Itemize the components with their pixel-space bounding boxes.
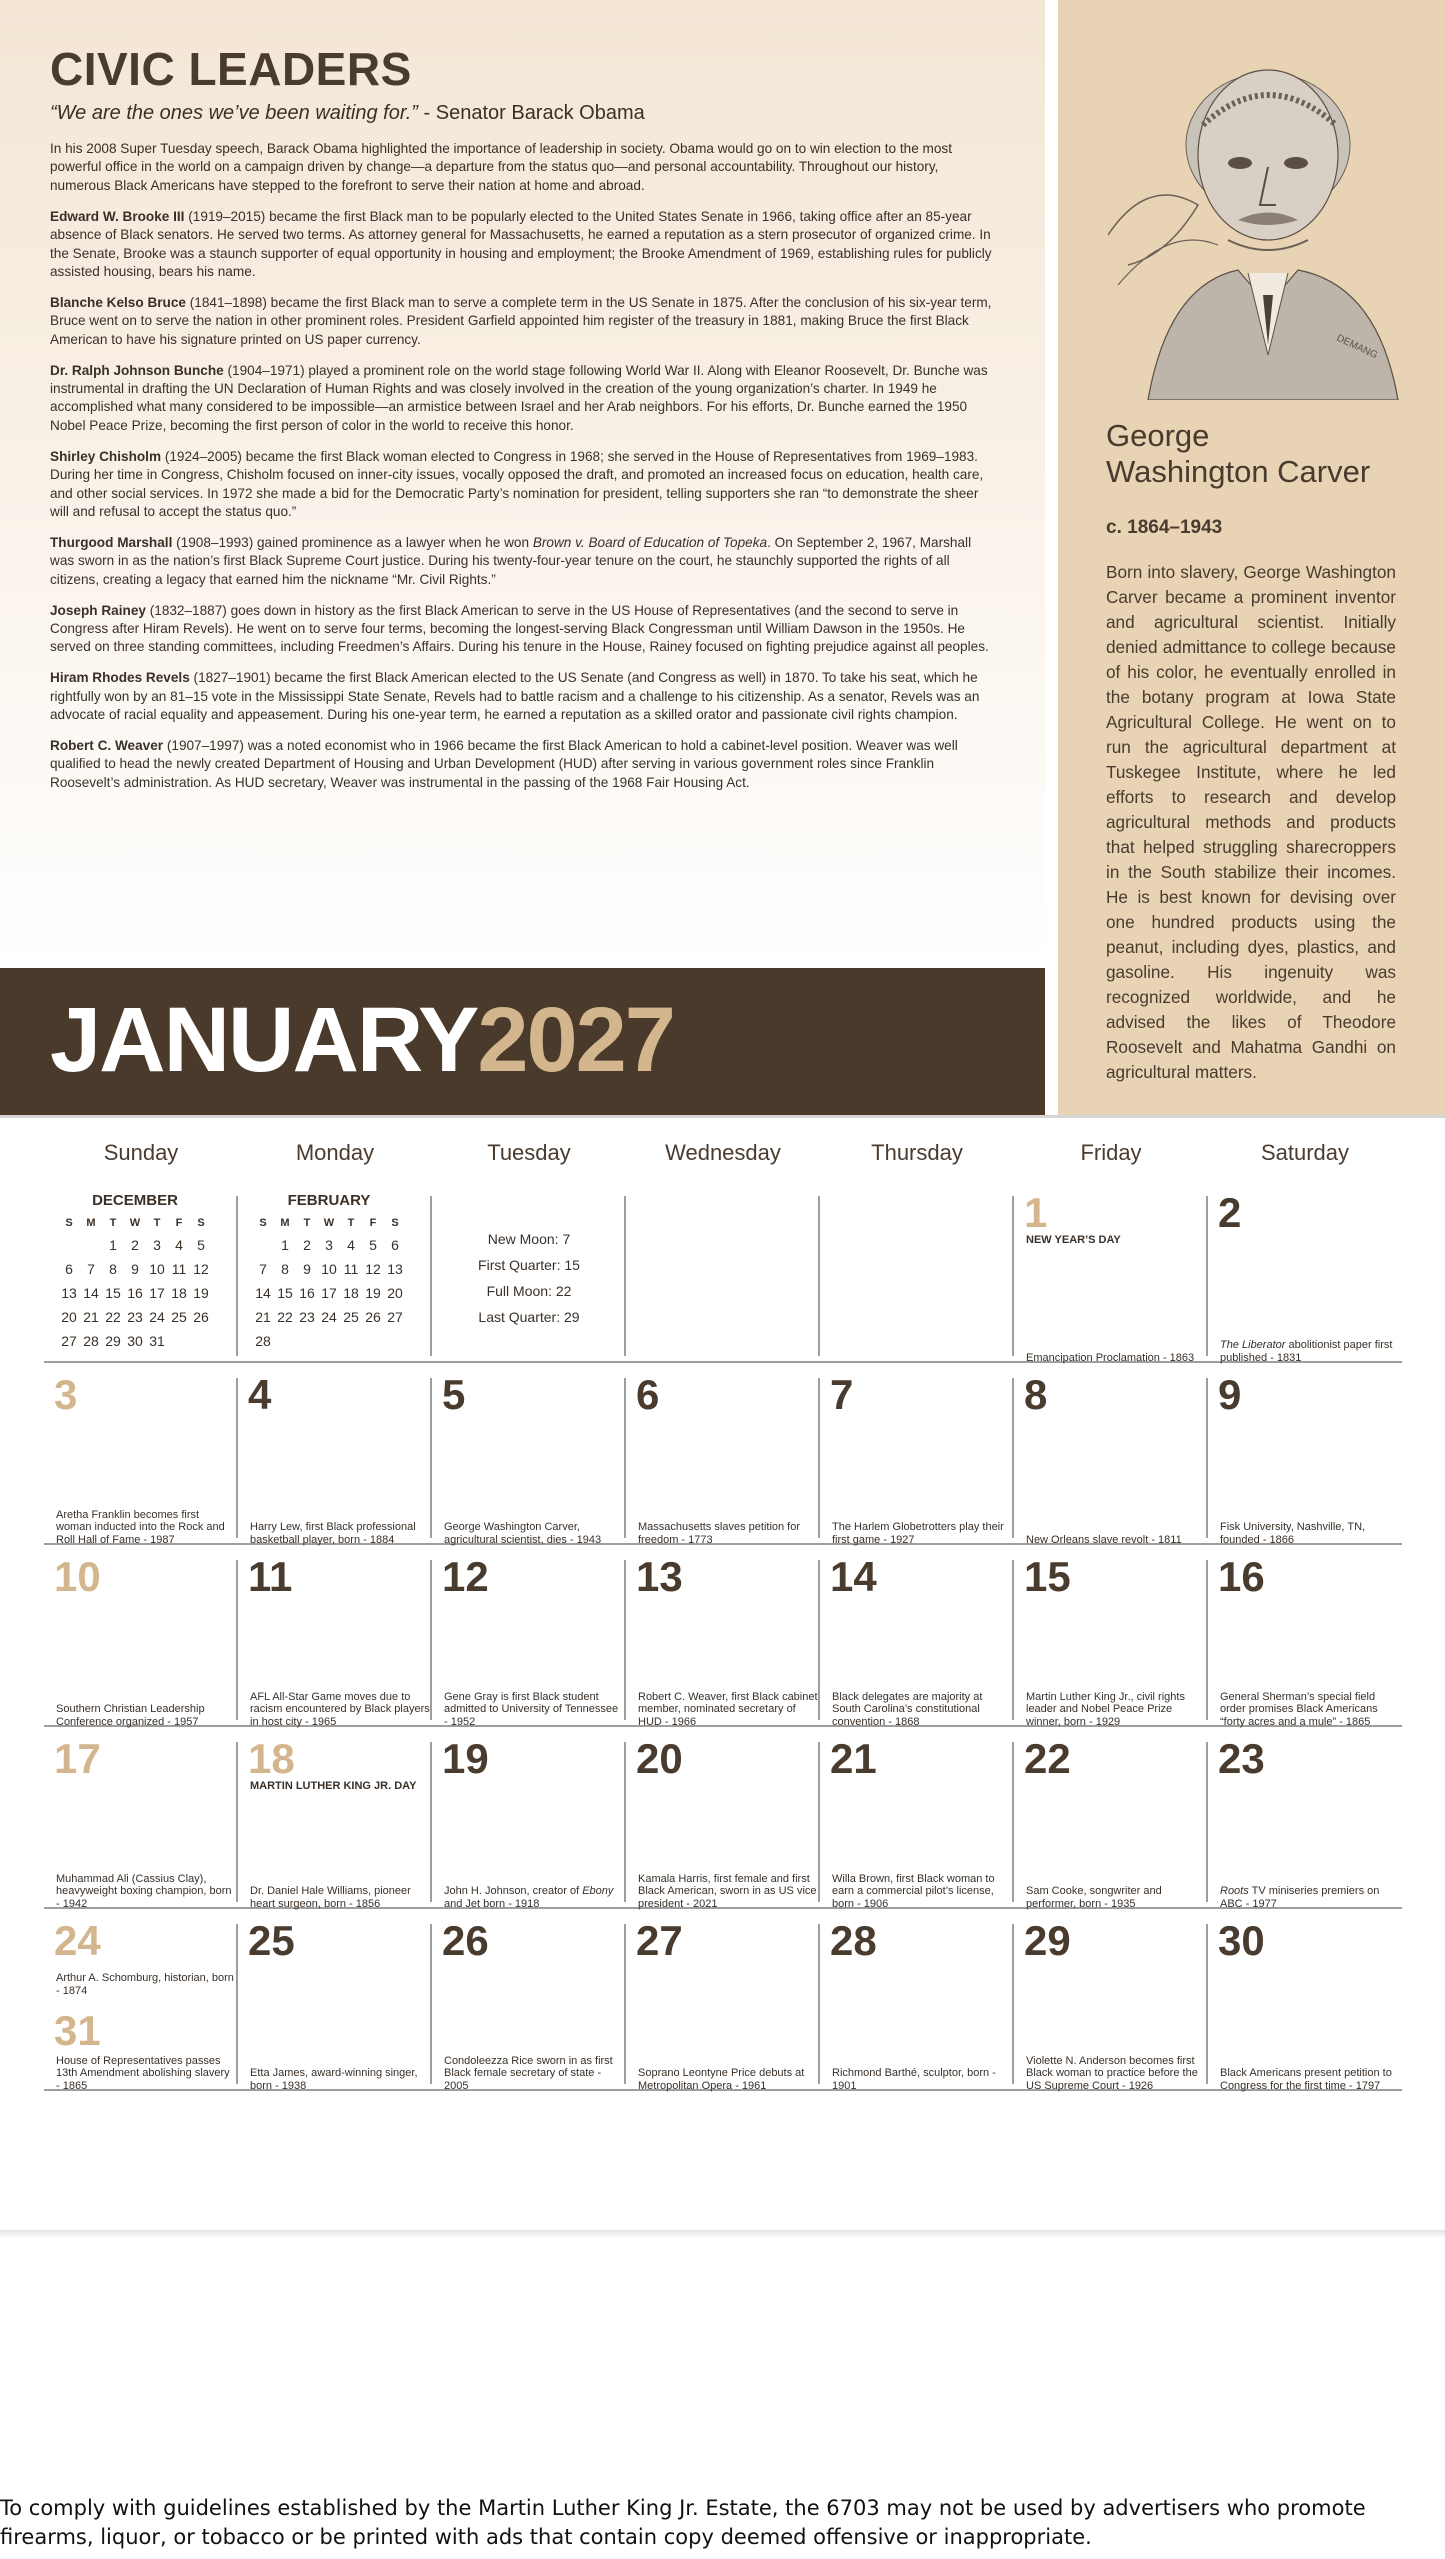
- mini-calendar-day: 18: [171, 1285, 187, 1301]
- day-number: 27: [636, 1917, 683, 1964]
- essay-item-text: (1841–1898) became the first Black man to serve a complete term in the US Senate in 1875. After the conclusion of his six-year term, Bruce went on to serve the nation in other prominent roles. President Garfield appointed him register of the treasury in 1881, making Bruce the first Black American to have his signature printed on US paper currency.: [50, 294, 992, 347]
- essay-item: [50, 669, 995, 724]
- essay-item-text: (1924–2005) became the first Black woman elected to Congress in 1968; she served in the House of Representatives from 1969–1983. During her time in Congress, Chisholm focused on inner-city issues, vocally opposed the draft, and promoted an increased focus on education, health care, and other social services. In 1972 she made a bid for the Democratic Party’s nomination for president, telling supporters she ran “to demonstrate the sheer will and refusal to accept the status quo.”: [50, 448, 984, 519]
- mini-calendar-day: 2: [131, 1237, 139, 1253]
- sidebar-name-line1: George: [1106, 418, 1210, 453]
- event-text-body: Willa Brown, first Black woman to earn a commercial pilot’s license, born - 1906: [832, 1872, 995, 1910]
- mini-calendar-day: 5: [369, 1237, 377, 1253]
- mini-calendar-day: [384, 1329, 406, 1353]
- event-text-body: General Sherman’s special field order promises Black Americans “forty acres and a mule” - 1865: [1220, 1690, 1378, 1728]
- moon-phase: Full Moon: 22: [486, 1283, 572, 1299]
- event-text: [638, 2067, 818, 2092]
- mini-calendar-day: 7: [259, 1261, 267, 1277]
- essay-item-case: Brown v. Board of Education of Topeka: [532, 534, 768, 550]
- event-text: [444, 1691, 624, 1729]
- day-number: 22: [1024, 1735, 1071, 1782]
- day-number: 29: [1024, 1917, 1071, 1964]
- day-number: 11: [248, 1553, 293, 1600]
- weekday-header: Thursday: [871, 1140, 963, 1165]
- event-text-body: Harry Lew, first Black professional basketball player, born - 1884: [250, 1521, 416, 1546]
- event-title-italic: Roots: [1220, 1885, 1249, 1897]
- mini-calendar-day: [274, 1329, 296, 1353]
- mini-calendar-day: 27: [61, 1333, 77, 1349]
- day-cell: [1014, 1189, 1208, 1374]
- sidebar-name-line2: Washington Carver: [1106, 454, 1371, 489]
- mini-calendar-table: [58, 1213, 212, 1353]
- panel-divider: [1045, 0, 1058, 1115]
- section-divider: [0, 1115, 1445, 1118]
- mini-calendar-day: 25: [171, 1309, 187, 1325]
- mini-calendar-day: 4: [175, 1237, 183, 1253]
- event-text: [1026, 1352, 1206, 1365]
- mini-calendar-day: 15: [105, 1285, 121, 1301]
- weekday-header: Tuesday: [487, 1140, 571, 1165]
- day-cell: [1014, 1371, 1208, 1556]
- event-text: [1220, 1339, 1400, 1364]
- essay-item: [50, 534, 995, 589]
- event-text-body: Martin Luther King Jr., civil rights leader and Nobel Peace Prize winner, born - 1929: [1026, 1690, 1185, 1728]
- mini-calendar-day: 28: [83, 1333, 99, 1349]
- day-cell: [626, 1371, 820, 1556]
- mini-calendar-weekday: W: [323, 1217, 335, 1229]
- day-number: 19: [442, 1735, 489, 1782]
- mini-calendar-day: 6: [391, 1237, 399, 1253]
- mini-calendar-weekday: F: [369, 1217, 377, 1229]
- event-text-body: Dr. Daniel Hale Williams, pioneer heart surgeon, born - 1856: [250, 1885, 411, 1910]
- day-cell: [432, 1553, 626, 1738]
- mini-calendar-day: 8: [281, 1261, 289, 1277]
- mini-calendar-day: 18: [343, 1285, 359, 1301]
- mini-calendar-day: 11: [343, 1261, 359, 1277]
- sidebar-bio: Born into slavery, George Washington Carver became a prominent inventor and agricultural scientist. Initially denied admittance to college because of his color, he eventually enrolled in the botany program at Iowa State Agricultural College. He went on to run the agricultural department at Tuskegee Institute, where he led efforts to research and develop agricultural methods and products that helped struggling sharecroppers in the South stabilize their incomes. He is best known for devising over one hundred products using the peanut, including dyes, plastics, and gasoline. His ingenuity was recognized worldwide, and he advised the likes of Theodore Roosevelt and Mahatma Gandhi on agricultural matters.: [1106, 562, 1396, 1082]
- event-text: [1026, 1534, 1206, 1547]
- mini-calendar-day: 11: [171, 1261, 187, 1277]
- day-number: 10: [54, 1553, 101, 1600]
- mini-calendar-day: 26: [193, 1309, 209, 1325]
- mini-calendar-table: [252, 1213, 406, 1353]
- event-text-body: House of Representatives passes 13th Amendment abolishing slavery - 1865: [56, 2054, 230, 2092]
- day-cell: [432, 1735, 626, 1920]
- day-number: 24: [54, 1917, 101, 1964]
- mini-calendar-head: [58, 1213, 212, 1233]
- day-cell: [626, 1735, 820, 1920]
- day-cell: [44, 1553, 238, 1738]
- day-number: 9: [1218, 1371, 1242, 1418]
- day-cell: [820, 1553, 1014, 1738]
- mini-calendar-day: 10: [321, 1261, 337, 1277]
- mini-calendar-day: 15: [277, 1285, 293, 1301]
- event-text-body: Gene Gray is first Black student admitted to University of Tennessee - 1952: [444, 1690, 619, 1728]
- mini-calendar-day: 9: [131, 1261, 139, 1277]
- mini-calendar-day: 7: [87, 1261, 95, 1277]
- mini-calendar-day: [190, 1329, 212, 1353]
- quote-attribution: - Senator Barack Obama: [417, 102, 645, 124]
- mini-calendar-head: [252, 1213, 406, 1233]
- event-text-body: Sam Cooke, songwriter and performer, born - 1935: [1026, 1885, 1162, 1910]
- essay-item: [50, 448, 995, 522]
- mini-calendar-day: 21: [255, 1309, 271, 1325]
- mini-calendar-day: 23: [127, 1309, 143, 1325]
- day-number: 13: [636, 1553, 683, 1600]
- mini-calendar-day: [296, 1329, 318, 1353]
- event-text-body: Emancipation Proclamation - 1863: [1026, 1351, 1195, 1364]
- mini-calendar-day: 27: [387, 1309, 403, 1325]
- mini-calendar-week: [58, 1329, 212, 1353]
- weekday-header: Monday: [295, 1140, 375, 1165]
- day-number: 18: [248, 1735, 295, 1782]
- day-cell: [44, 1917, 238, 2102]
- essay-item-name: Dr. Ralph Johnson Bunche: [50, 362, 224, 378]
- essay-intro: In his 2008 Super Tuesday speech, Barack Obama highlighted the importance of leadership in society. Obama would go on to win election to the most powerful office in the world on a campaign driven by change—a departure from the status quo—and personal accountability. Throughout our history, numerous Black Americans have stepped to the forefront to serve their nation at home and abroad.: [50, 141, 952, 193]
- mini-calendar-day: 21: [83, 1309, 99, 1325]
- mini-calendar-day: 16: [299, 1285, 315, 1301]
- event-text-body: Soprano Leontyne Price debuts at Metropolitan Opera - 1961: [638, 2067, 805, 2092]
- mini-calendar-day: 31: [149, 1333, 165, 1349]
- event-text-body: Muhammad Ali (Cassius Clay), heavyweight boxing champion, born - 1942: [56, 1872, 232, 1910]
- month-title: [50, 990, 674, 1090]
- day-cell: [626, 1553, 820, 1738]
- mini-calendar-day: 9: [303, 1261, 311, 1277]
- mini-calendar-feb: [252, 1192, 406, 1353]
- mini-calendar-day: 6: [65, 1261, 73, 1277]
- event-text: [832, 2067, 1012, 2092]
- day-cell: [238, 1735, 432, 1920]
- mini-calendar-weekday: T: [109, 1217, 117, 1229]
- mini-calendar-day: 13: [61, 1285, 77, 1301]
- event-text-body: Southern Christian Leadership Conference organized - 1957: [56, 1703, 205, 1728]
- event-text: [1220, 1521, 1400, 1546]
- moon-phase: First Quarter: 15: [478, 1257, 580, 1273]
- essay-item-name: Edward W. Brooke III: [50, 208, 185, 224]
- event-text: [1220, 1885, 1400, 1910]
- footer-note: To comply with guidelines established by the Martin Luther King Jr. Estate, the 6703 may not be used by advertisers who promote firearms, liquor, or tobacco or be printed with ads that contain copy deemed offensive or inappropriate.: [0, 2496, 1366, 2549]
- mini-calendar-day: 3: [325, 1237, 333, 1253]
- mini-calendar-weekday: F: [175, 1217, 183, 1229]
- weekday-header: Sunday: [103, 1140, 179, 1165]
- mini-calendar-week: [58, 1257, 212, 1281]
- essay-item-text: (1907–1997) was a noted economist who in 1966 became the first Black American to hold a cabinet-level position. Weaver was well qualified to head the newly created Department of Housing and Urban Development (HUD) after serving in various government roles since Franklin Roosevelt’s administration. As HUD secretary, Weaver was instrumental in the passing of the 1968 Fair Housing Act.: [50, 737, 958, 790]
- mini-calendar-weekday: W: [129, 1217, 141, 1229]
- essay-text: [50, 140, 995, 805]
- mini-calendar-day: 23: [299, 1309, 315, 1325]
- day-cell: [1014, 1553, 1208, 1738]
- grid-vline: [818, 1196, 820, 1356]
- mini-calendar-week: [252, 1233, 406, 1257]
- event-text-body: Fisk University, Nashville, TN, founded - 1866: [1220, 1521, 1366, 1546]
- mini-calendar-day: 24: [321, 1309, 337, 1325]
- mini-calendar-day: 5: [197, 1237, 205, 1253]
- mini-calendar-day: 4: [347, 1237, 355, 1253]
- essay-item-text: (1832–1887) goes down in history as the first Black American to serve in the US House of Representatives (and the second to serve in Congress after Hiram Revels). He went on to serve four terms, becoming the longest-serving Black Congressman until William Dawson in the 1950s. He served on three standing committees, including Freedmen’s Affairs. During his tenure in the House, Rainey focused on fighting prejudice against all peoples.: [50, 602, 989, 655]
- holiday-label: NEW YEAR’S DAY: [1026, 1234, 1121, 1246]
- moon-phase: Last Quarter: 29: [478, 1309, 580, 1325]
- event-text-body: Aretha Franklin becomes first woman inducted into the Rock and Roll Hall of Fame - 1987: [56, 1508, 225, 1546]
- day-number: 25: [248, 1917, 295, 1964]
- event-text-body: George Washington Carver, agricultural scientist, dies - 1943: [444, 1521, 602, 1546]
- mini-calendar-day: 19: [365, 1285, 381, 1301]
- mini-calendar-day: [168, 1329, 190, 1353]
- mini-calendar-weekday: S: [65, 1217, 73, 1229]
- quote-text: “We are the ones we’ve been waiting for.”: [50, 102, 418, 124]
- essay-item-text: (1919–2015) became the first Black man to be popularly elected to the United States Senate in 1966, taking office after an 85-year absence of Black senators. He served two terms. As attorney general for Massachusetts, he earned a reputation as a stern prosecutor of organized crime. In the Senate, Brooke was a staunch supporter of equal opportunity in housing and employment; the Brooke Amendment of 1969, establishing rules for publicly assisted housing, bears his name.: [50, 208, 992, 279]
- mini-calendar-weekday: S: [391, 1217, 399, 1229]
- event-text: [250, 1885, 430, 1910]
- mini-calendar-day: 16: [127, 1285, 143, 1301]
- weekday-header: Wednesday: [665, 1140, 781, 1165]
- event-text-body: Black delegates are majority at South Carolina’s constitutional convention - 1868: [832, 1690, 983, 1728]
- essay-item-name: Shirley Chisholm: [50, 448, 162, 464]
- day-number: 6: [636, 1371, 660, 1418]
- calendar-bottom-shadow: [0, 2230, 1445, 2238]
- mini-calendar-day: 26: [365, 1309, 381, 1325]
- day-number: 28: [830, 1917, 877, 1964]
- event-text: [1026, 1691, 1206, 1729]
- event-text: [638, 1873, 818, 1911]
- event-text-body: Richmond Barthé, sculptor, born - 1901: [832, 2067, 996, 2092]
- day-cell: [626, 1917, 820, 2102]
- essay-item-text: (1904–1971) played a prominent role on the world stage following World War II. Along with Eleanor Roosevelt, Dr. Bunche was instrumental in drafting the UN Declaration of Human Rights and was closely involved in the creation of the young organization’s charter. In 1949 he accomplished what many considered to be impossible—an armistice between Israel and her Arab neighbors. For his efforts, Dr. Bunche earned the 1950 Nobel Peace Prize, becoming the first person of color in the world to receive this honor.: [50, 362, 988, 433]
- day-number: 23: [1218, 1735, 1265, 1782]
- day-number: 4: [248, 1371, 272, 1418]
- mini-calendar-day: [318, 1329, 340, 1353]
- day-cell: [1014, 1917, 1208, 2102]
- event-text-body: Massachusetts slaves petition for freedom - 1773: [638, 1521, 801, 1546]
- mini-calendar-day: [362, 1329, 384, 1353]
- event-text: [250, 2067, 430, 2092]
- quote: [50, 102, 645, 125]
- mini-calendar-day: 13: [387, 1261, 403, 1277]
- essay-item-name: Thurgood Marshall: [50, 534, 173, 550]
- event-text-body: Kamala Harris, first female and first Black American, sworn in as US vice president - 2021: [638, 1872, 817, 1910]
- mini-calendar-weekday: T: [153, 1217, 161, 1229]
- day-number: 20: [636, 1735, 683, 1782]
- day-number: 3: [54, 1371, 78, 1418]
- mini-calendar-day: 17: [321, 1285, 337, 1301]
- sidebar-dates: c. 1864–1943: [1106, 517, 1223, 538]
- event-text: [250, 1521, 430, 1546]
- mini-calendar-title: DECEMBER: [92, 1192, 178, 1209]
- day-cell: [1208, 1189, 1402, 1374]
- mini-calendar-day: 17: [149, 1285, 165, 1301]
- event-text: [250, 1691, 430, 1729]
- event-text-body: and Jet born - 1918: [444, 1897, 540, 1910]
- event-text: [1220, 2067, 1400, 2092]
- mini-calendar-day: 8: [109, 1261, 117, 1277]
- moon-phase: New Moon: 7: [487, 1231, 571, 1247]
- mini-calendar-day: 28: [255, 1333, 271, 1349]
- essay-item-text: . On September 2, 1967, Marshall was sworn in as the nation’s first Black Supreme Court justice. During his twenty-four-year tenure on the court, he staunchly supported the rights of all citizens, creating a legacy that earned him the nickname “Mr. Civil Rights.”: [50, 534, 972, 587]
- mini-calendar-week: [252, 1329, 406, 1353]
- mini-calendar-week: [58, 1233, 212, 1257]
- month-year: 2027: [477, 989, 674, 1091]
- essay-item-name: Robert C. Weaver: [50, 737, 164, 753]
- event-text: [638, 1691, 818, 1729]
- mini-calendar-day: 2: [303, 1237, 311, 1253]
- top-section: [0, 0, 1445, 1118]
- event-text-body: abolitionist paper first published - 1831: [1220, 1339, 1393, 1364]
- day-number: 31: [54, 2007, 101, 2054]
- day-cell: [432, 1917, 626, 2102]
- day-number: 16: [1218, 1553, 1265, 1600]
- day-number: 2: [1218, 1189, 1242, 1236]
- holiday-label: MARTIN LUTHER KING JR. DAY: [250, 1780, 417, 1792]
- day-cell: [820, 1371, 1014, 1556]
- event-text-body: Black Americans present petition to Congress for the first time - 1797: [1220, 2067, 1392, 2092]
- mini-calendar-day: 22: [105, 1309, 121, 1325]
- mini-calendar-day: 29: [105, 1333, 121, 1349]
- mini-calendar-weekday: T: [347, 1217, 355, 1229]
- day-cell: [44, 1371, 238, 1556]
- event-text-pre: John H. Johnson, creator of: [444, 1885, 583, 1897]
- day-cell: [820, 1735, 1014, 1920]
- mini-calendar-day: 30: [127, 1333, 143, 1349]
- day-cell: [1208, 1553, 1402, 1738]
- mini-calendar-day: 24: [149, 1309, 165, 1325]
- day-number: 15: [1024, 1553, 1071, 1600]
- mini-calendar-day: 19: [193, 1285, 209, 1301]
- mini-calendar-day: 22: [277, 1309, 293, 1325]
- event-text: [832, 1873, 1012, 1911]
- mini-calendar-day: [252, 1233, 274, 1257]
- event-text: [444, 1885, 624, 1910]
- moon-phases: [432, 1226, 626, 1330]
- day-number: 17: [54, 1735, 101, 1782]
- event-text: [832, 1521, 1012, 1546]
- event-text: [444, 1521, 624, 1546]
- mini-calendar-day: [340, 1329, 362, 1353]
- carver-portrait: [1108, 55, 1408, 400]
- event-text-body: Condoleezza Rice sworn in as first Black female secretary of state - 2005: [444, 2054, 613, 2092]
- essay-item-name: Hiram Rhodes Revels: [50, 670, 190, 686]
- event-text: [1220, 1691, 1400, 1729]
- event-text: [56, 1873, 236, 1911]
- mini-calendar-dec: [58, 1192, 212, 1353]
- event-text-body: AFL All-Star Game moves due to racism encountered by Black players in host city - 1965: [250, 1690, 430, 1728]
- month-name: JANUARY: [50, 989, 478, 1091]
- day-cell: [1208, 1371, 1402, 1556]
- weekday-header: Saturday: [1260, 1140, 1350, 1165]
- mini-calendar-day: 14: [83, 1285, 99, 1301]
- portrait-signature: DEMANG: [1334, 332, 1380, 362]
- mini-calendar-day: 20: [387, 1285, 403, 1301]
- day-cell: [1208, 1917, 1402, 2102]
- mini-calendar-day: 12: [365, 1261, 381, 1277]
- day-cell: [432, 1371, 626, 1556]
- mini-calendar-weekday: S: [259, 1217, 267, 1229]
- mini-calendar-weekday: M: [280, 1217, 290, 1229]
- mini-calendar-week: [252, 1257, 406, 1281]
- event-text: [1026, 2055, 1206, 2093]
- day-number: 7: [830, 1371, 854, 1418]
- event-text-body: Violette N. Anderson becomes first Black woman to practice before the US Supreme Court - 1926: [1026, 2054, 1198, 2092]
- day-number: 14: [830, 1553, 877, 1600]
- mini-calendar-week: [252, 1305, 406, 1329]
- essay-item-text: (1827–1901) became the first Black American elected to the US Senate (and Congress as well) in 1870. To take his seat, which he rightfully won by an 81–15 vote in the Mississippi State Senate, Revels had to battle racism and a challenge to his citizenship. As a senator, Revels was an advocate of racial equality and appeasement. During his one-year term, he earned a reputation as a skilled orator and passionate civil rights champion.: [50, 670, 980, 723]
- essay-item: [50, 602, 995, 657]
- weekday-header: Friday: [1080, 1140, 1142, 1165]
- day-cell: [238, 1553, 432, 1738]
- event-title-italic: The Liberator: [1220, 1339, 1286, 1351]
- mini-calendar-day: [58, 1233, 80, 1257]
- day-cell: [238, 1917, 432, 2102]
- essay-item: [50, 294, 995, 349]
- mini-calendar-week: [252, 1281, 406, 1305]
- essay-item-text: (1908–1993) gained prominence as a lawyer when he won: [172, 534, 533, 550]
- mini-calendar-weekday: T: [303, 1217, 311, 1229]
- event-text: [56, 1703, 236, 1728]
- day-cell: [1014, 1735, 1208, 1920]
- sidebar-name: [1106, 418, 1370, 490]
- day-number: 8: [1024, 1371, 1048, 1418]
- event-text: [56, 1509, 236, 1547]
- mini-calendar-day: 20: [61, 1309, 77, 1325]
- mini-calendar-day: 12: [193, 1261, 209, 1277]
- day-number: 12: [442, 1553, 489, 1600]
- day-cell: [44, 1735, 238, 1920]
- day-cell: [820, 1917, 1014, 2102]
- mini-calendar-day: 10: [149, 1261, 165, 1277]
- event-text: Arthur A. Schomburg, historian, born - 1874: [56, 1972, 234, 1997]
- mini-calendar-day: 25: [343, 1309, 359, 1325]
- event-text: [444, 2055, 624, 2093]
- mini-calendar-day: 1: [109, 1237, 117, 1253]
- day-cell: [1208, 1735, 1402, 1920]
- event-text-body: TV miniseries premiers on ABC - 1977: [1220, 1885, 1380, 1910]
- page-title: CIVIC LEADERS: [50, 43, 412, 95]
- event-text-body: Etta James, award-winning singer, born - 1938: [250, 2067, 418, 2092]
- mini-calendar-day: 1: [281, 1237, 289, 1253]
- event-text-body: The Harlem Globetrotters play their first game - 1927: [832, 1521, 1004, 1546]
- mini-calendar-week: [58, 1281, 212, 1305]
- day-cell: [238, 1371, 432, 1556]
- essay-item: [50, 362, 995, 436]
- event-text: [638, 1521, 818, 1546]
- mini-calendar-weekday: S: [197, 1217, 205, 1229]
- mini-calendar-weekday: M: [86, 1217, 96, 1229]
- event-text: [832, 1691, 1012, 1729]
- mini-calendar-title: FEBRUARY: [287, 1192, 371, 1209]
- day-number: 30: [1218, 1917, 1265, 1964]
- event-text-body: New Orleans slave revolt - 1811: [1026, 1533, 1182, 1546]
- mini-calendar-week: [58, 1305, 212, 1329]
- essay-item-name: Blanche Kelso Bruce: [50, 294, 186, 310]
- essay-item-name: Joseph Rainey: [50, 602, 146, 618]
- essay-item: [50, 208, 995, 282]
- mini-calendar-day: [80, 1233, 102, 1257]
- day-number: 5: [442, 1371, 466, 1418]
- essay-item: [50, 737, 995, 792]
- day-number: 26: [442, 1917, 489, 1964]
- event-text: [1026, 1885, 1206, 1910]
- mini-calendar-day: 3: [153, 1237, 161, 1253]
- mini-calendar-day: 14: [255, 1285, 271, 1301]
- event-text: [56, 2055, 236, 2093]
- day-number: 1: [1024, 1189, 1048, 1236]
- event-text-body: Robert C. Weaver, first Black cabinet member, nominated secretary of HUD - 1966: [638, 1690, 818, 1728]
- grid-vline: [236, 1196, 238, 1356]
- day-number: 21: [830, 1735, 877, 1782]
- event-title-italic: Ebony: [582, 1885, 614, 1897]
